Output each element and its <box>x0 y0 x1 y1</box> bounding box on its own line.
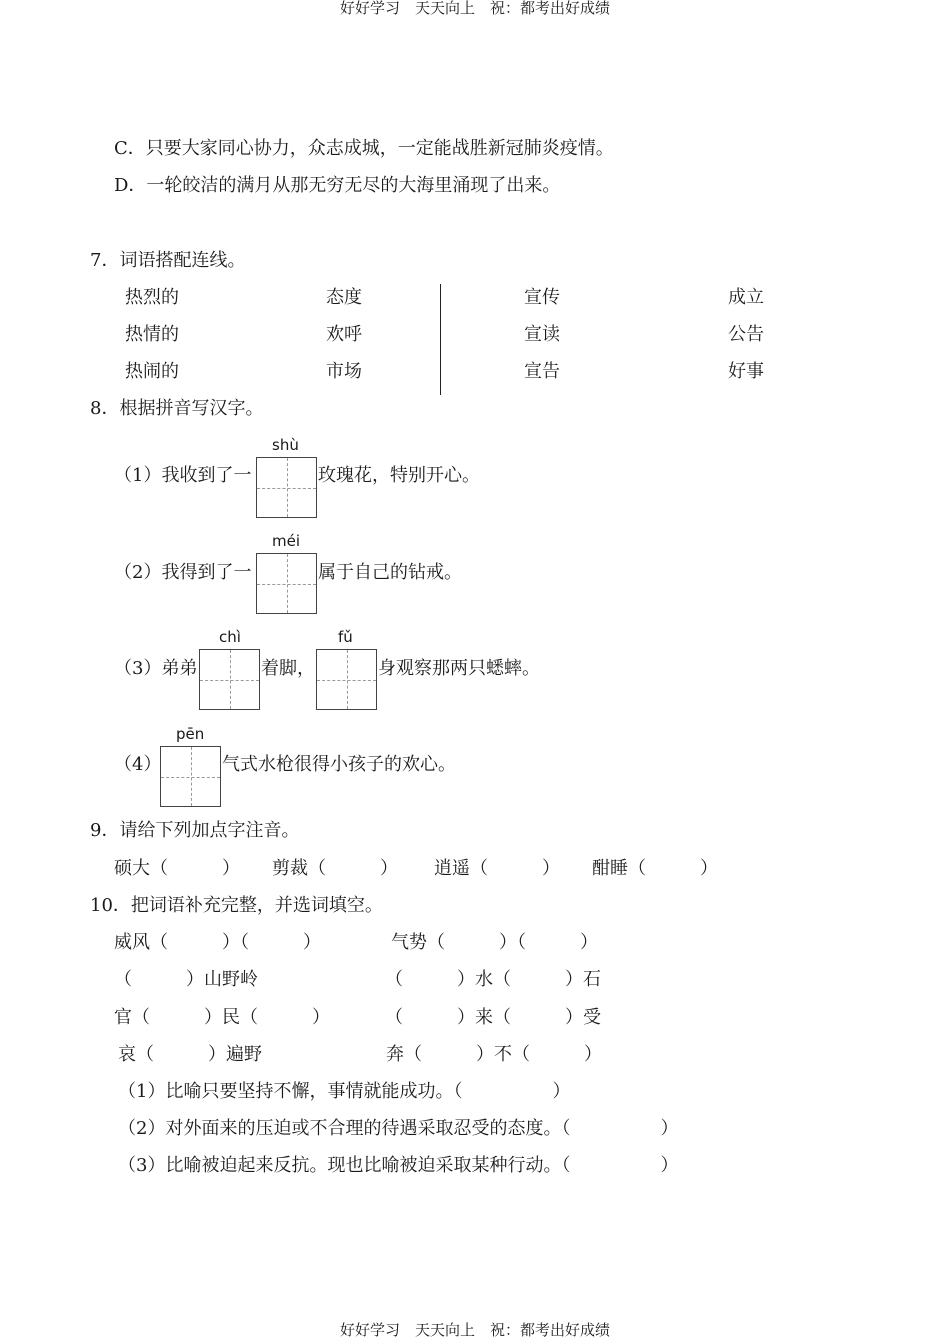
q9-title: 9．请给下列加点字注音。 <box>90 820 300 841</box>
page-footer: 好好学习 天天向上 祝：都考出好成绩 <box>339 1321 610 1339</box>
q10-idiom: 官（ ）民（ ） <box>114 1007 330 1028</box>
q8-item2-tianzige[interactable] <box>256 553 317 614</box>
q8-item1-tianzige[interactable] <box>256 457 317 518</box>
q8-item1-prefix: （1）我收到了一 <box>114 465 252 486</box>
q8-item4-pinyin: pēn <box>176 725 205 743</box>
q7-right-word: 宣传 <box>524 287 560 308</box>
q7-left-target: 欢呼 <box>326 324 362 345</box>
q10-idiom: （ ）山野岭 <box>114 969 258 990</box>
q6-option-d: D．一轮皎洁的满月从那无穷无尽的大海里涌现了出来。 <box>114 175 561 196</box>
q8-item2-prefix: （2）我得到了一 <box>114 562 252 583</box>
q7-title: 7．词语搭配连线。 <box>90 250 246 271</box>
q9-word: 酣睡（ ） <box>592 858 718 879</box>
q8-item4-suffix: 气式水枪很得小孩子的欢心。 <box>222 754 456 775</box>
q10-idiom: （ ）水（ ）石 <box>385 969 601 990</box>
q8-item3-prefix: （3）弟弟 <box>114 658 198 679</box>
q8-item4-tianzige[interactable] <box>160 746 221 807</box>
page-header: 好好学习 天天向上 祝：都考出好成绩 <box>339 0 610 17</box>
q7-right-word: 宣告 <box>524 361 560 382</box>
q7-right-word: 宣读 <box>524 324 560 345</box>
q10-sub: （2）对外面来的压迫或不合理的待遇采取忍受的态度。（ ） <box>118 1118 679 1139</box>
q7-right-target: 成立 <box>728 287 764 308</box>
q8-item3-suffix: 身观察那两只蟋蟀。 <box>378 658 540 679</box>
q10-idiom: 威风（ ）（ ） <box>114 932 321 953</box>
q8-item3-tianzige2[interactable] <box>316 649 377 710</box>
q7-left-target: 市场 <box>326 361 362 382</box>
q10-idiom: 气势（ ）（ ） <box>391 932 598 953</box>
q7-left-word: 热情的 <box>125 324 179 345</box>
q9-word: 硕大（ ） <box>114 858 240 879</box>
q9-word: 剪裁（ ） <box>272 858 398 879</box>
q7-left-word: 热闹的 <box>125 361 179 382</box>
q8-item1-pinyin: shù <box>272 436 299 454</box>
q7-left-word: 热烈的 <box>125 287 179 308</box>
q8-item3-pinyin: chì <box>219 628 241 646</box>
q8-item2-pinyin: méi <box>272 532 301 550</box>
q10-sub: （3）比喻被迫起来反抗。现也比喻被迫采取某种行动。（ ） <box>118 1155 679 1176</box>
q7-right-target: 好事 <box>728 361 764 382</box>
q8-item3-pinyin2: fǔ <box>338 628 353 646</box>
q8-item1-suffix: 玫瑰花，特别开心。 <box>318 465 480 486</box>
q8-title: 8．根据拼音写汉字。 <box>90 398 264 419</box>
q8-item3-tianzige[interactable] <box>199 649 260 710</box>
q8-item2-suffix: 属于自己的钻戒。 <box>318 562 462 583</box>
q7-divider <box>440 284 441 395</box>
q8-item3-middle: 着脚， <box>261 658 315 679</box>
q10-title: 10．把词语补充完整，并选词填空。 <box>90 895 383 916</box>
q10-idiom: 奔（ ）不（ ） <box>386 1044 602 1065</box>
q7-left-target: 态度 <box>326 287 362 308</box>
q10-idiom: 哀（ ）遍野 <box>118 1044 262 1065</box>
q10-idiom: （ ）来（ ）受 <box>385 1007 601 1028</box>
q8-item4-prefix: （4） <box>114 754 162 775</box>
q9-word: 逍遥（ ） <box>434 858 560 879</box>
q6-option-c: C．只要大家同心协力，众志成城，一定能战胜新冠肺炎疫情。 <box>114 138 614 159</box>
q7-right-target: 公告 <box>728 324 764 345</box>
q10-sub: （1）比喻只要坚持不懈，事情就能成功。（ ） <box>118 1081 571 1102</box>
